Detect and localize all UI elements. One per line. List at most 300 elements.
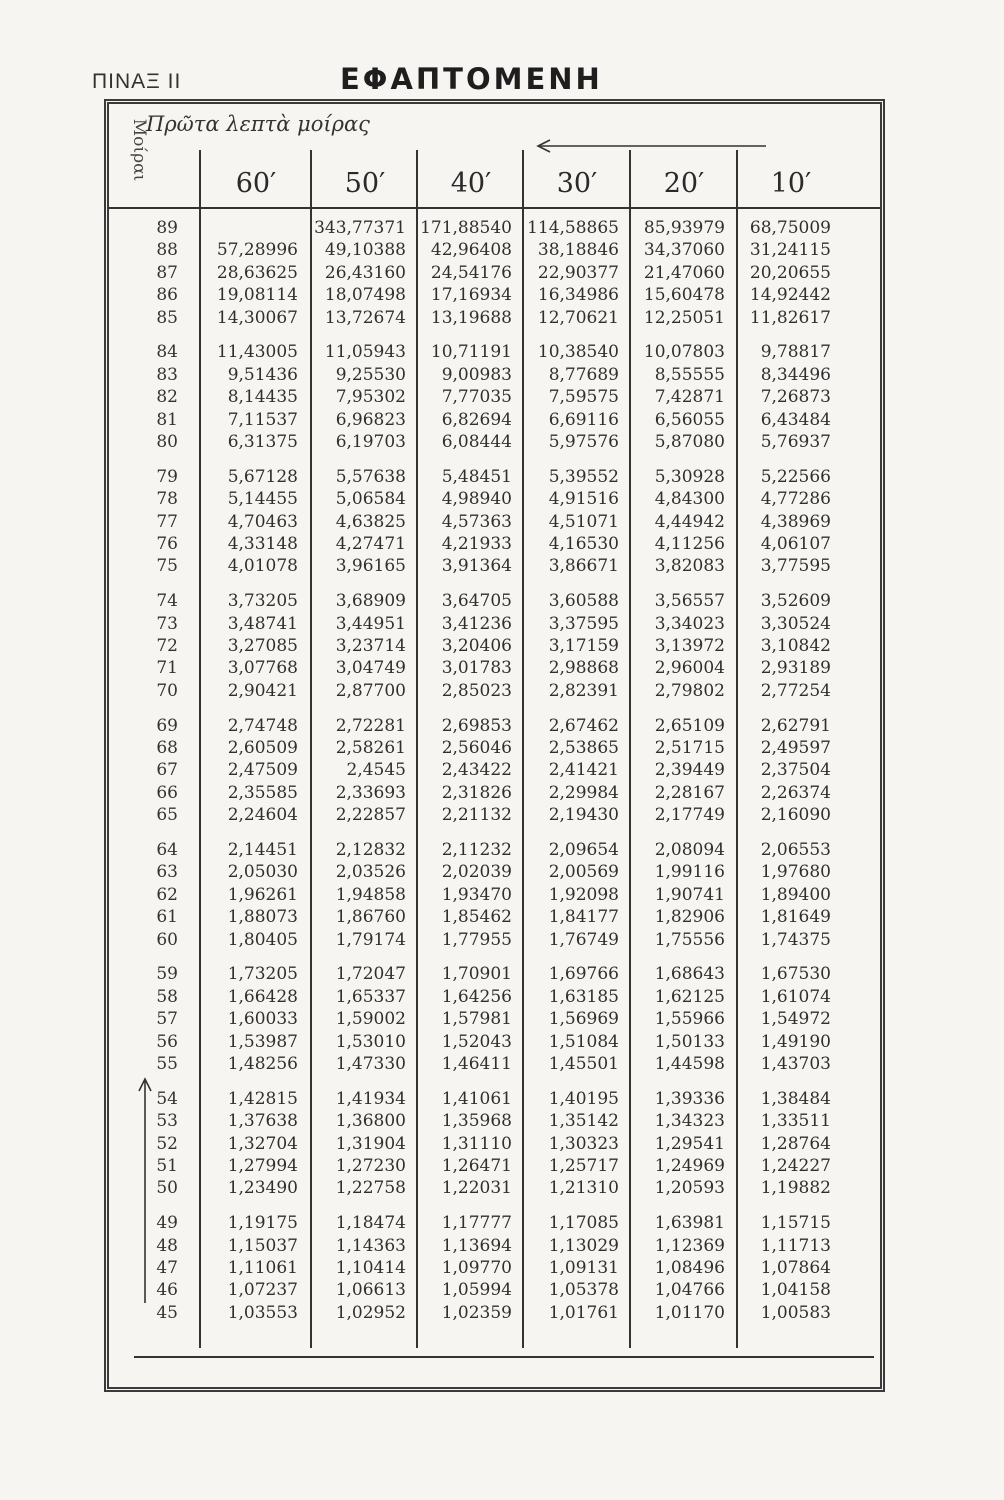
table-cell: 2,31826 xyxy=(441,782,512,803)
table-cell: 4,16530 xyxy=(548,534,619,554)
degree-label: 74 xyxy=(156,591,178,612)
table-cell: 5,06584 xyxy=(335,489,406,510)
table-cell: 4,06107 xyxy=(760,534,831,554)
table-cell: 2,82391 xyxy=(548,680,619,701)
table-cell: 1,74375 xyxy=(760,929,831,950)
table-cell: 3,41236 xyxy=(441,613,512,634)
table-cell: 1,38484 xyxy=(760,1088,831,1109)
degree-label: 47 xyxy=(156,1258,178,1278)
table-cell: 2,29984 xyxy=(548,782,619,803)
table-cell: 31,24115 xyxy=(749,240,831,261)
degree-label: 83 xyxy=(156,364,178,385)
table-cell: 2,35585 xyxy=(227,782,298,803)
degree-label: 52 xyxy=(156,1133,178,1154)
table-cell: 1,64256 xyxy=(441,986,512,1007)
table-cell: 1,88073 xyxy=(227,907,298,928)
table-cell: 2,85023 xyxy=(441,680,512,701)
table-cell: 1,09770 xyxy=(441,1258,512,1278)
table-cell: 1,28764 xyxy=(760,1133,831,1154)
table-cell: 1,01761 xyxy=(548,1302,619,1323)
table-cell: 343,77371 xyxy=(314,218,406,238)
table-cell: 3,10842 xyxy=(760,636,831,656)
table-cell: 1,03553 xyxy=(227,1302,298,1323)
table-cell: 3,44951 xyxy=(335,613,406,634)
table-cell: 1,02952 xyxy=(335,1302,406,1323)
table-cell: 1,32704 xyxy=(227,1133,298,1154)
column-header-40: 40′ xyxy=(450,168,492,199)
table-cell: 1,48256 xyxy=(227,1054,298,1074)
degree-label: 78 xyxy=(156,489,178,510)
table-cell: 1,31110 xyxy=(441,1133,512,1154)
table-cell: 1,13029 xyxy=(548,1235,619,1256)
table-cell: 5,39552 xyxy=(548,466,619,487)
table-cell: 3,01783 xyxy=(441,658,512,679)
table-cell: 1,04158 xyxy=(760,1280,831,1301)
table-cell: 8,34496 xyxy=(760,364,831,385)
table-cell: 3,91364 xyxy=(441,556,512,577)
table-cell: 1,39336 xyxy=(654,1088,725,1109)
table-cell: 1,23490 xyxy=(227,1178,298,1199)
table-number-label: ΠΙΝΑΞ ΙΙ xyxy=(92,70,182,93)
table-cell: 2,14451 xyxy=(227,840,298,860)
table-cell: 14,30067 xyxy=(216,307,298,328)
table-cell: 5,30928 xyxy=(654,466,725,487)
table-cell: 2,22857 xyxy=(335,805,406,826)
column-header-60: 60′ xyxy=(235,168,277,199)
table-cell: 1,73205 xyxy=(227,964,298,985)
table-cell: 1,44598 xyxy=(654,1054,725,1074)
table-cell: 2,03526 xyxy=(335,862,406,883)
table-cell: 1,36800 xyxy=(335,1111,406,1132)
table-cell: 14,92442 xyxy=(749,285,831,306)
page-title: ΕΦΑΠΤΟΜΕΝΗ xyxy=(340,62,603,96)
table-cell: 2,21132 xyxy=(441,805,512,826)
table-cell: 1,27994 xyxy=(227,1156,298,1176)
table-cell: 1,66428 xyxy=(227,986,298,1007)
table-cell: 1,09131 xyxy=(548,1258,619,1278)
table-cell: 1,63185 xyxy=(548,986,619,1007)
table-cell: 15,60478 xyxy=(643,285,725,306)
table-cell: 1,42815 xyxy=(227,1088,298,1109)
table-cell: 5,57638 xyxy=(335,466,406,487)
table-cell: 11,43005 xyxy=(216,342,298,363)
bottom-rule xyxy=(134,1356,874,1358)
table-cell: 4,51071 xyxy=(548,511,619,532)
header-rule xyxy=(109,207,880,209)
table-cell: 2,33693 xyxy=(335,782,406,803)
table-cell: 1,02359 xyxy=(441,1302,512,1323)
table-cell: 1,85462 xyxy=(441,907,512,928)
degree-label: 59 xyxy=(156,964,178,985)
table-cell: 2,08094 xyxy=(654,840,725,860)
table-cell: 1,92098 xyxy=(548,884,619,905)
table-cell: 1,19882 xyxy=(760,1178,831,1199)
table-cell: 85,93979 xyxy=(643,218,725,238)
table-cell: 1,72047 xyxy=(335,964,406,985)
table-cell: 2,00569 xyxy=(548,862,619,883)
table-cell: 2,58261 xyxy=(335,738,406,758)
degree-label: 66 xyxy=(156,782,178,803)
table-cell: 4,63825 xyxy=(335,511,406,532)
table-cell: 5,67128 xyxy=(227,466,298,487)
table-cell: 10,71191 xyxy=(430,342,512,363)
table-cell: 1,05994 xyxy=(441,1280,512,1301)
degree-label: 50 xyxy=(156,1178,178,1199)
degree-label: 69 xyxy=(156,715,178,736)
degree-label: 86 xyxy=(156,285,178,306)
table-cell: 1,14363 xyxy=(335,1235,406,1256)
table-cell: 1,40195 xyxy=(548,1088,619,1109)
table-cell: 1,26471 xyxy=(441,1156,512,1176)
table-cell: 12,70621 xyxy=(537,307,619,328)
degree-label: 75 xyxy=(156,556,178,577)
table-cell: 7,11537 xyxy=(227,409,298,430)
table-cell: 2,74748 xyxy=(227,715,298,736)
table-cell: 26,43160 xyxy=(324,262,406,283)
table-cell: 2,90421 xyxy=(227,680,298,701)
table-cell: 4,70463 xyxy=(227,511,298,532)
table-cell: 1,61074 xyxy=(760,986,831,1007)
degree-label: 51 xyxy=(156,1156,178,1176)
table-cell: 1,11713 xyxy=(760,1235,831,1256)
table-cell: 2,16090 xyxy=(760,805,831,826)
table-cell: 4,98940 xyxy=(441,489,512,510)
table-cell: 1,57981 xyxy=(441,1009,512,1030)
table-cell: 1,46411 xyxy=(441,1054,512,1074)
table-cell: 1,62125 xyxy=(654,986,725,1007)
table-cell: 1,94858 xyxy=(335,884,406,905)
table-cell: 1,89400 xyxy=(760,884,831,905)
table-cell: 68,75009 xyxy=(749,218,831,238)
table-cell: 11,05943 xyxy=(324,342,406,363)
degree-label: 82 xyxy=(156,387,178,408)
table-cell: 1,75556 xyxy=(654,929,725,950)
table-cell: 2,11232 xyxy=(441,840,512,860)
table-cell: 3,48741 xyxy=(227,613,298,634)
table-cell: 19,08114 xyxy=(216,285,298,306)
table-cell: 1,79174 xyxy=(335,929,406,950)
table-cell: 2,60509 xyxy=(227,738,298,758)
table-cell: 57,28996 xyxy=(216,240,298,261)
table-cell: 42,96408 xyxy=(430,240,512,261)
degree-label: 80 xyxy=(156,432,178,452)
table-cell: 1,47330 xyxy=(335,1054,406,1074)
table-cell: 2,39449 xyxy=(654,760,725,781)
table-cell: 1,15037 xyxy=(227,1235,298,1256)
table-cell: 3,86671 xyxy=(548,556,619,577)
table-cell: 20,20655 xyxy=(749,262,831,283)
degree-label: 60 xyxy=(156,929,178,950)
table-cell: 7,77035 xyxy=(441,387,512,408)
table-cell: 2,43422 xyxy=(441,760,512,781)
table-cell: 5,14455 xyxy=(227,489,298,510)
degrees-heading: Μοίραι xyxy=(129,118,150,182)
degree-label: 77 xyxy=(156,511,178,532)
table-cell: 2,05030 xyxy=(227,862,298,883)
table-cell: 1,00583 xyxy=(760,1302,831,1323)
table-cell: 1,07864 xyxy=(760,1258,831,1278)
table-cell: 13,72674 xyxy=(324,307,406,328)
table-cell: 1,20593 xyxy=(654,1178,725,1199)
table-cell: 2,17749 xyxy=(654,805,725,826)
table-cell: 2,87700 xyxy=(335,680,406,701)
degree-label: 68 xyxy=(156,738,178,758)
table-cell: 1,35968 xyxy=(441,1111,512,1132)
table-cell: 4,01078 xyxy=(227,556,298,577)
table-cell: 1,53987 xyxy=(227,1031,298,1052)
table-cell: 3,23714 xyxy=(335,636,406,656)
table-cell: 9,78817 xyxy=(760,342,831,363)
table-cell: 12,25051 xyxy=(643,307,725,328)
table-cell: 7,42871 xyxy=(654,387,725,408)
table-cell: 1,55966 xyxy=(654,1009,725,1030)
table-cell: 1,04766 xyxy=(654,1280,725,1301)
table-cell: 4,77286 xyxy=(760,489,831,510)
table-cell: 2,37504 xyxy=(760,760,831,781)
table-cell: 1,37638 xyxy=(227,1111,298,1132)
table-cell: 1,22031 xyxy=(441,1178,512,1199)
table-cell: 3,34023 xyxy=(654,613,725,634)
degree-label: 89 xyxy=(156,218,178,238)
table-cell: 6,08444 xyxy=(441,432,512,452)
table-cell: 3,77595 xyxy=(760,556,831,577)
degree-label: 87 xyxy=(156,262,178,283)
table-cell: 3,82083 xyxy=(654,556,725,577)
table-cell: 4,27471 xyxy=(335,534,406,554)
table-cell: 7,26873 xyxy=(760,387,831,408)
table-cell: 1,53010 xyxy=(335,1031,406,1052)
table-cell: 1,65337 xyxy=(335,986,406,1007)
table-cell: 2,26374 xyxy=(760,782,831,803)
table-cell: 1,10414 xyxy=(335,1258,406,1278)
table-cell: 1,05378 xyxy=(548,1280,619,1301)
table-cell: 6,19703 xyxy=(335,432,406,452)
table-cell: 2,4545 xyxy=(346,760,406,781)
table-cell: 114,58865 xyxy=(527,218,619,238)
table-cell: 11,82617 xyxy=(749,307,831,328)
table-cell: 2,41421 xyxy=(548,760,619,781)
table-cell: 2,49597 xyxy=(760,738,831,758)
table-cell: 4,84300 xyxy=(654,489,725,510)
degree-label: 53 xyxy=(156,1111,178,1132)
table-cell: 8,55555 xyxy=(654,364,725,385)
table-cell: 4,33148 xyxy=(227,534,298,554)
table-cell: 1,24969 xyxy=(654,1156,725,1176)
column-header-10: 10′ xyxy=(770,168,812,199)
degree-label: 81 xyxy=(156,409,178,430)
table-cell: 1,24227 xyxy=(760,1156,831,1176)
table-cell: 8,77689 xyxy=(548,364,619,385)
table-cell: 4,11256 xyxy=(654,534,725,554)
table-cell: 2,56046 xyxy=(441,738,512,758)
table-cell: 1,69766 xyxy=(548,964,619,985)
table-cell: 5,97576 xyxy=(548,432,619,452)
table-cell: 1,17777 xyxy=(441,1213,512,1234)
column-header-20: 20′ xyxy=(663,168,705,199)
table-cell: 1,54972 xyxy=(760,1009,831,1030)
table-cell: 1,81649 xyxy=(760,907,831,928)
table-cell: 1,76749 xyxy=(548,929,619,950)
column-header-30: 30′ xyxy=(556,168,598,199)
degree-label: 55 xyxy=(156,1054,178,1074)
table-cell: 5,87080 xyxy=(654,432,725,452)
table-cell: 1,41061 xyxy=(441,1088,512,1109)
table-cell: 1,29541 xyxy=(654,1133,725,1154)
degree-label: 49 xyxy=(156,1213,178,1234)
table-cell: 1,51084 xyxy=(548,1031,619,1052)
table-cell: 2,53865 xyxy=(548,738,619,758)
table-cell: 13,19688 xyxy=(430,307,512,328)
table-cell: 1,96261 xyxy=(227,884,298,905)
table-cell: 1,12369 xyxy=(654,1235,725,1256)
table-cell: 3,27085 xyxy=(227,636,298,656)
table-cell: 1,13694 xyxy=(441,1235,512,1256)
table-cell: 2,67462 xyxy=(548,715,619,736)
table-cell: 4,44942 xyxy=(654,511,725,532)
table-cell: 2,77254 xyxy=(760,680,831,701)
table-cell: 1,86760 xyxy=(335,907,406,928)
degree-label: 73 xyxy=(156,613,178,634)
table-cell: 5,76937 xyxy=(760,432,831,452)
table-cell: 1,30323 xyxy=(548,1133,619,1154)
table-cell: 10,38540 xyxy=(537,342,619,363)
table-cell: 3,60588 xyxy=(548,591,619,612)
table-cell: 34,37060 xyxy=(643,240,725,261)
table-cell: 2,93189 xyxy=(760,658,831,679)
degree-label: 57 xyxy=(156,1009,178,1030)
table-cell: 1,63981 xyxy=(654,1213,725,1234)
left-arrow-icon xyxy=(530,136,770,156)
table-cell: 2,65109 xyxy=(654,715,725,736)
minutes-heading: Πρῶτα λεπτὰ μοίρας xyxy=(146,112,370,136)
table-cell: 2,09654 xyxy=(548,840,619,860)
table-cell: 6,43484 xyxy=(760,409,831,430)
table-cell: 1,49190 xyxy=(760,1031,831,1052)
table-cell: 6,31375 xyxy=(227,432,298,452)
table-cell: 4,21933 xyxy=(441,534,512,554)
table-cell: 7,59575 xyxy=(548,387,619,408)
degree-label: 64 xyxy=(156,840,178,860)
table-cell: 21,47060 xyxy=(643,262,725,283)
table-cell: 1,93470 xyxy=(441,884,512,905)
degree-label: 70 xyxy=(156,680,178,701)
table-cell: 2,62791 xyxy=(760,715,831,736)
table-cell: 1,01170 xyxy=(654,1302,725,1323)
degree-label: 67 xyxy=(156,760,178,781)
table-cell: 3,56557 xyxy=(654,591,725,612)
table-cell: 1,08496 xyxy=(654,1258,725,1278)
table-cell: 1,07237 xyxy=(227,1280,298,1301)
table-cell: 1,21310 xyxy=(548,1178,619,1199)
table-cell: 1,35142 xyxy=(548,1111,619,1132)
degree-label: 45 xyxy=(156,1302,178,1323)
table-cell: 1,15715 xyxy=(760,1213,831,1234)
table-cell: 3,68909 xyxy=(335,591,406,612)
degree-label: 71 xyxy=(156,658,178,679)
table-cell: 1,68643 xyxy=(654,964,725,985)
table-cell: 3,73205 xyxy=(227,591,298,612)
degree-label: 76 xyxy=(156,534,178,554)
table-cell: 2,02039 xyxy=(441,862,512,883)
table-cell: 1,70901 xyxy=(441,964,512,985)
table-cell: 6,56055 xyxy=(654,409,725,430)
table-cell: 1,82906 xyxy=(654,907,725,928)
table-cell: 1,80405 xyxy=(227,929,298,950)
table-cell: 1,25717 xyxy=(548,1156,619,1176)
table-cell: 24,54176 xyxy=(430,262,512,283)
table-cell: 1,18474 xyxy=(335,1213,406,1234)
table-cell: 8,14435 xyxy=(227,387,298,408)
table-cell: 1,33511 xyxy=(760,1111,831,1132)
degree-label: 61 xyxy=(156,907,178,928)
table-cell: 2,06553 xyxy=(760,840,831,860)
table-cell: 6,82694 xyxy=(441,409,512,430)
table-cell: 6,69116 xyxy=(548,409,619,430)
table-cell: 2,19430 xyxy=(548,805,619,826)
table-cell: 1,90741 xyxy=(654,884,725,905)
table-cell: 1,67530 xyxy=(760,964,831,985)
table-cell: 1,11061 xyxy=(227,1258,298,1278)
table-cell: 3,07768 xyxy=(227,658,298,679)
table-cell: 1,77955 xyxy=(441,929,512,950)
table-cell: 7,95302 xyxy=(335,387,406,408)
degree-label: 65 xyxy=(156,805,178,826)
table-cell: 1,97680 xyxy=(760,862,831,883)
table-cell: 3,04749 xyxy=(335,658,406,679)
table-cell: 3,52609 xyxy=(760,591,831,612)
table-cell: 1,22758 xyxy=(335,1178,406,1199)
table-cell: 1,60033 xyxy=(227,1009,298,1030)
degree-label: 58 xyxy=(156,986,178,1007)
degree-label: 54 xyxy=(156,1088,178,1109)
degree-label: 56 xyxy=(156,1031,178,1052)
table-cell: 2,79802 xyxy=(654,680,725,701)
table-cell: 28,63625 xyxy=(216,262,298,283)
degree-label: 48 xyxy=(156,1235,178,1256)
table-cell: 1,59002 xyxy=(335,1009,406,1030)
table-cell: 2,51715 xyxy=(654,738,725,758)
table-cell: 5,48451 xyxy=(441,466,512,487)
table-cell: 5,22566 xyxy=(760,466,831,487)
table-cell: 3,37595 xyxy=(548,613,619,634)
table-cell: 1,43703 xyxy=(760,1054,831,1074)
table-cell: 9,25530 xyxy=(335,364,406,385)
column-header-50: 50′ xyxy=(344,168,386,199)
table-cell: 3,20406 xyxy=(441,636,512,656)
table-cell: 10,07803 xyxy=(643,342,725,363)
table-cell: 3,64705 xyxy=(441,591,512,612)
table-cell: 2,69853 xyxy=(441,715,512,736)
table-cell: 3,17159 xyxy=(548,636,619,656)
table-cell: 4,57363 xyxy=(441,511,512,532)
table-cell: 1,34323 xyxy=(654,1111,725,1132)
table-cell: 9,00983 xyxy=(441,364,512,385)
table-cell: 1,52043 xyxy=(441,1031,512,1052)
table-cell: 1,19175 xyxy=(227,1213,298,1234)
table-cell: 2,28167 xyxy=(654,782,725,803)
table-cell: 38,18846 xyxy=(537,240,619,261)
table-cell: 171,88540 xyxy=(420,218,512,238)
degree-label: 72 xyxy=(156,636,178,656)
table-cell: 3,96165 xyxy=(335,556,406,577)
degree-label: 85 xyxy=(156,307,178,328)
table-cell: 2,24604 xyxy=(227,805,298,826)
table-cell: 2,96004 xyxy=(654,658,725,679)
table-cell: 1,84177 xyxy=(548,907,619,928)
up-arrow-icon xyxy=(135,1075,155,1305)
table-cell: 2,72281 xyxy=(335,715,406,736)
table-cell: 6,96823 xyxy=(335,409,406,430)
